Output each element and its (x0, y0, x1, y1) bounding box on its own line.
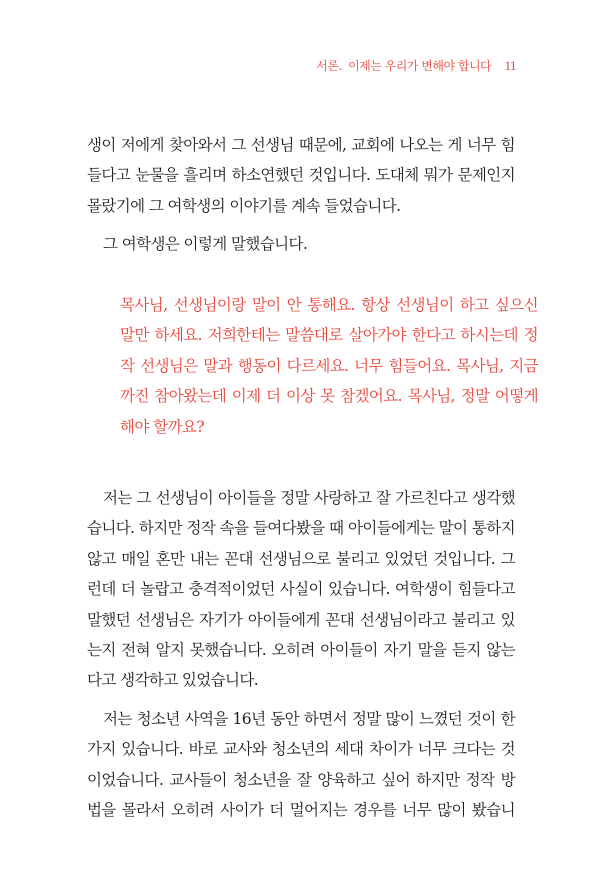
quoted-speech (120, 290, 538, 442)
quote-line: 말만 하세요. 저희한테는 말씀대로 살아가야 한다고 하시는데 정 (120, 326, 538, 345)
text-line: 저는 그 선생님이 아이들을 정말 사랑하고 잘 가르친다고 생각했 (103, 489, 515, 507)
text-line: 몰랐기에 그 여학생의 이야기를 계속 들었습니다. (87, 196, 401, 215)
text-line: 법을 몰라서 오히려 사이가 더 멀어지는 경우를 너무 많이 봤습니 (87, 801, 515, 820)
text-line: 저는 청소년 사역을 16년 동안 하면서 정말 많이 느꼈던 것이 한 (103, 710, 515, 728)
text-line: 않고 매일 혼만 내는 꼰대 선생님으로 불리고 있었던 것입니다. 그 (87, 549, 515, 568)
header-chapter: 서론. (316, 59, 342, 73)
text-line: 생이 저에게 찾아와서 그 선생님 때문에, 교회에 나오는 게 너무 힘 (87, 136, 515, 154)
text-line: 는지 전혀 알지 못했습니다. 오히려 아이들이 자기 말을 듣지 않는 (87, 640, 515, 659)
text-line: 들다고 눈물을 흘리며 하소연했던 것입니다. 도대체 뭐가 문제인지 (87, 166, 515, 185)
quote-line: 작 선생님은 말과 행동이 다르세요. 너무 힘들어요. 목사님, 지금 (120, 356, 538, 375)
paragraph (87, 704, 515, 826)
running-header (316, 57, 516, 74)
text-line: 그 여학생은 이렇게 말했습니다. (103, 235, 308, 253)
text-line: 습니다. 하지만 정작 속을 들여다봤을 때 아이들에게는 말이 통하지 (87, 519, 515, 538)
text-line: 이었습니다. 교사들이 청소년을 잘 양육하고 싶어 하지만 정작 방 (87, 770, 515, 789)
paragraph-intro-quote (87, 229, 515, 259)
paragraph-continued (87, 130, 515, 221)
header-title: 이제는 우리가 변해야 합니다 (348, 59, 492, 73)
quote-line: 해야 할까요? (120, 417, 204, 436)
text-line: 가지 있습니다. 바로 교사와 청소년의 세대 차이가 너무 크다는 것 (87, 740, 515, 759)
text-line: 런데 더 놀랍고 충격적이었던 사실이 있습니다. 여학생이 힘들다고 (87, 580, 515, 599)
text-line: 다고 생각하고 있었습니다. (87, 671, 259, 690)
paragraph (87, 483, 515, 696)
quote-line: 까진 참아왔는데 이제 더 이상 못 참겠어요. 목사님, 정말 어떻게 (120, 387, 538, 406)
text-line: 말했던 선생님은 자기가 아이들에게 꼰대 선생님이라고 불리고 있 (87, 610, 515, 629)
quote-line: 목사님, 선생님이랑 말이 안 통해요. 항상 선생님이 하고 싶으신 (120, 296, 538, 314)
page-number: 11 (504, 58, 516, 73)
